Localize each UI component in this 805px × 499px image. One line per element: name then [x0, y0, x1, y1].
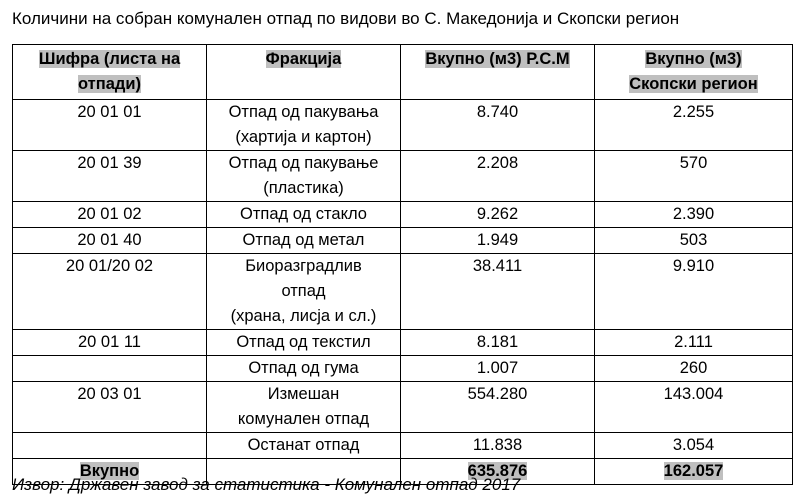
table-row [13, 254, 793, 330]
cell-total-rsm: 9.262 [401, 202, 595, 228]
cell-code [13, 356, 207, 382]
fraction-line: отпад [281, 282, 326, 300]
cell-fraction [207, 100, 401, 151]
cell-total-rsm: 554.280 [401, 382, 595, 433]
fraction-line: (храна, лисја и сл.) [230, 307, 377, 325]
page-title: Количини на собран комунален отпад по видови во С. Македонија и Скопски регион [12, 9, 680, 28]
fraction-line: Отпад од пакувања [228, 103, 379, 121]
header-skopje-line2: Скопски регион [629, 75, 758, 93]
table-body [13, 100, 793, 459]
cell-code: 20 01 01 [13, 100, 207, 151]
fraction-line: Останат отпад [247, 436, 360, 454]
total-label: Вкупно [79, 462, 140, 480]
table-row [13, 202, 793, 228]
cell-fraction [207, 382, 401, 433]
fraction-line: Измешан [267, 385, 340, 403]
cell-total-rsm: 38.411 [401, 254, 595, 330]
cell-skopje: 260 [595, 356, 793, 382]
cell-code: 20 03 01 [13, 382, 207, 433]
cell-total-rsm: 11.838 [401, 433, 595, 459]
cell-total-rsm: 2.208 [401, 151, 595, 202]
table-row [13, 433, 793, 459]
cell-total-rsm: 8.740 [401, 100, 595, 151]
cell-total-rsm: 1.007 [401, 356, 595, 382]
cell-code: 20 01/20 02 [13, 254, 207, 330]
cell-fraction [207, 228, 401, 254]
cell-code: 20 01 40 [13, 228, 207, 254]
header-total-rsm-label: Вкупно (м3) Р.С.М [425, 50, 570, 68]
cell-skopje: 143.004 [595, 382, 793, 433]
cell-skopje: 9.910 [595, 254, 793, 330]
fraction-line: (хартија и картон) [235, 128, 372, 146]
cell-code: 20 01 11 [13, 330, 207, 356]
header-total-rsm [401, 45, 595, 100]
header-fraction-label: Фракција [265, 50, 342, 68]
cell-skopje: 2.390 [595, 202, 793, 228]
header-code-line2: отпади) [77, 75, 141, 93]
header-fraction [207, 45, 401, 100]
cell-fraction [207, 151, 401, 202]
total-rsm: 635.876 [467, 462, 528, 480]
cell-skopje: 2.111 [595, 330, 793, 356]
source-note: Извор: Државен завод за статистика - Комунален отпад 2017 [12, 475, 521, 494]
fraction-line: Отпад од пакување [228, 154, 379, 172]
total-skopje: 162.057 [663, 462, 724, 480]
header-skopje-line1: Вкупно (м3) [645, 50, 742, 68]
header-code-line1: Шифра (листа на [38, 50, 181, 68]
cell-code: 20 01 39 [13, 151, 207, 202]
cell-total-rsm: 1.949 [401, 228, 595, 254]
table-row [13, 151, 793, 202]
fraction-line: (пластика) [263, 179, 344, 197]
fraction-line: Отпад од стакло [240, 205, 367, 223]
fraction-line: комунален отпад [237, 410, 370, 428]
cell-fraction [207, 202, 401, 228]
table-row [13, 330, 793, 356]
cell-fraction [207, 433, 401, 459]
cell-total-rsm: 8.181 [401, 330, 595, 356]
fraction-line: Биоразградлив [245, 257, 362, 275]
table-row [13, 356, 793, 382]
header-code [13, 45, 207, 100]
fraction-line: Отпад од метал [242, 231, 365, 249]
cell-fraction [207, 356, 401, 382]
fraction-line: Отпад од текстил [236, 333, 371, 351]
header-row [13, 45, 793, 100]
table-row [13, 382, 793, 433]
cell-skopje: 2.255 [595, 100, 793, 151]
cell-fraction [207, 254, 401, 330]
total-skopje-cell [595, 459, 793, 485]
cell-code [13, 433, 207, 459]
cell-skopje: 503 [595, 228, 793, 254]
cell-fraction [207, 330, 401, 356]
waste-table [12, 44, 793, 485]
table-row [13, 228, 793, 254]
cell-skopje: 570 [595, 151, 793, 202]
cell-code: 20 01 02 [13, 202, 207, 228]
table-row [13, 100, 793, 151]
fraction-line: Отпад од гума [248, 359, 359, 377]
header-skopje [595, 45, 793, 100]
cell-skopje: 3.054 [595, 433, 793, 459]
